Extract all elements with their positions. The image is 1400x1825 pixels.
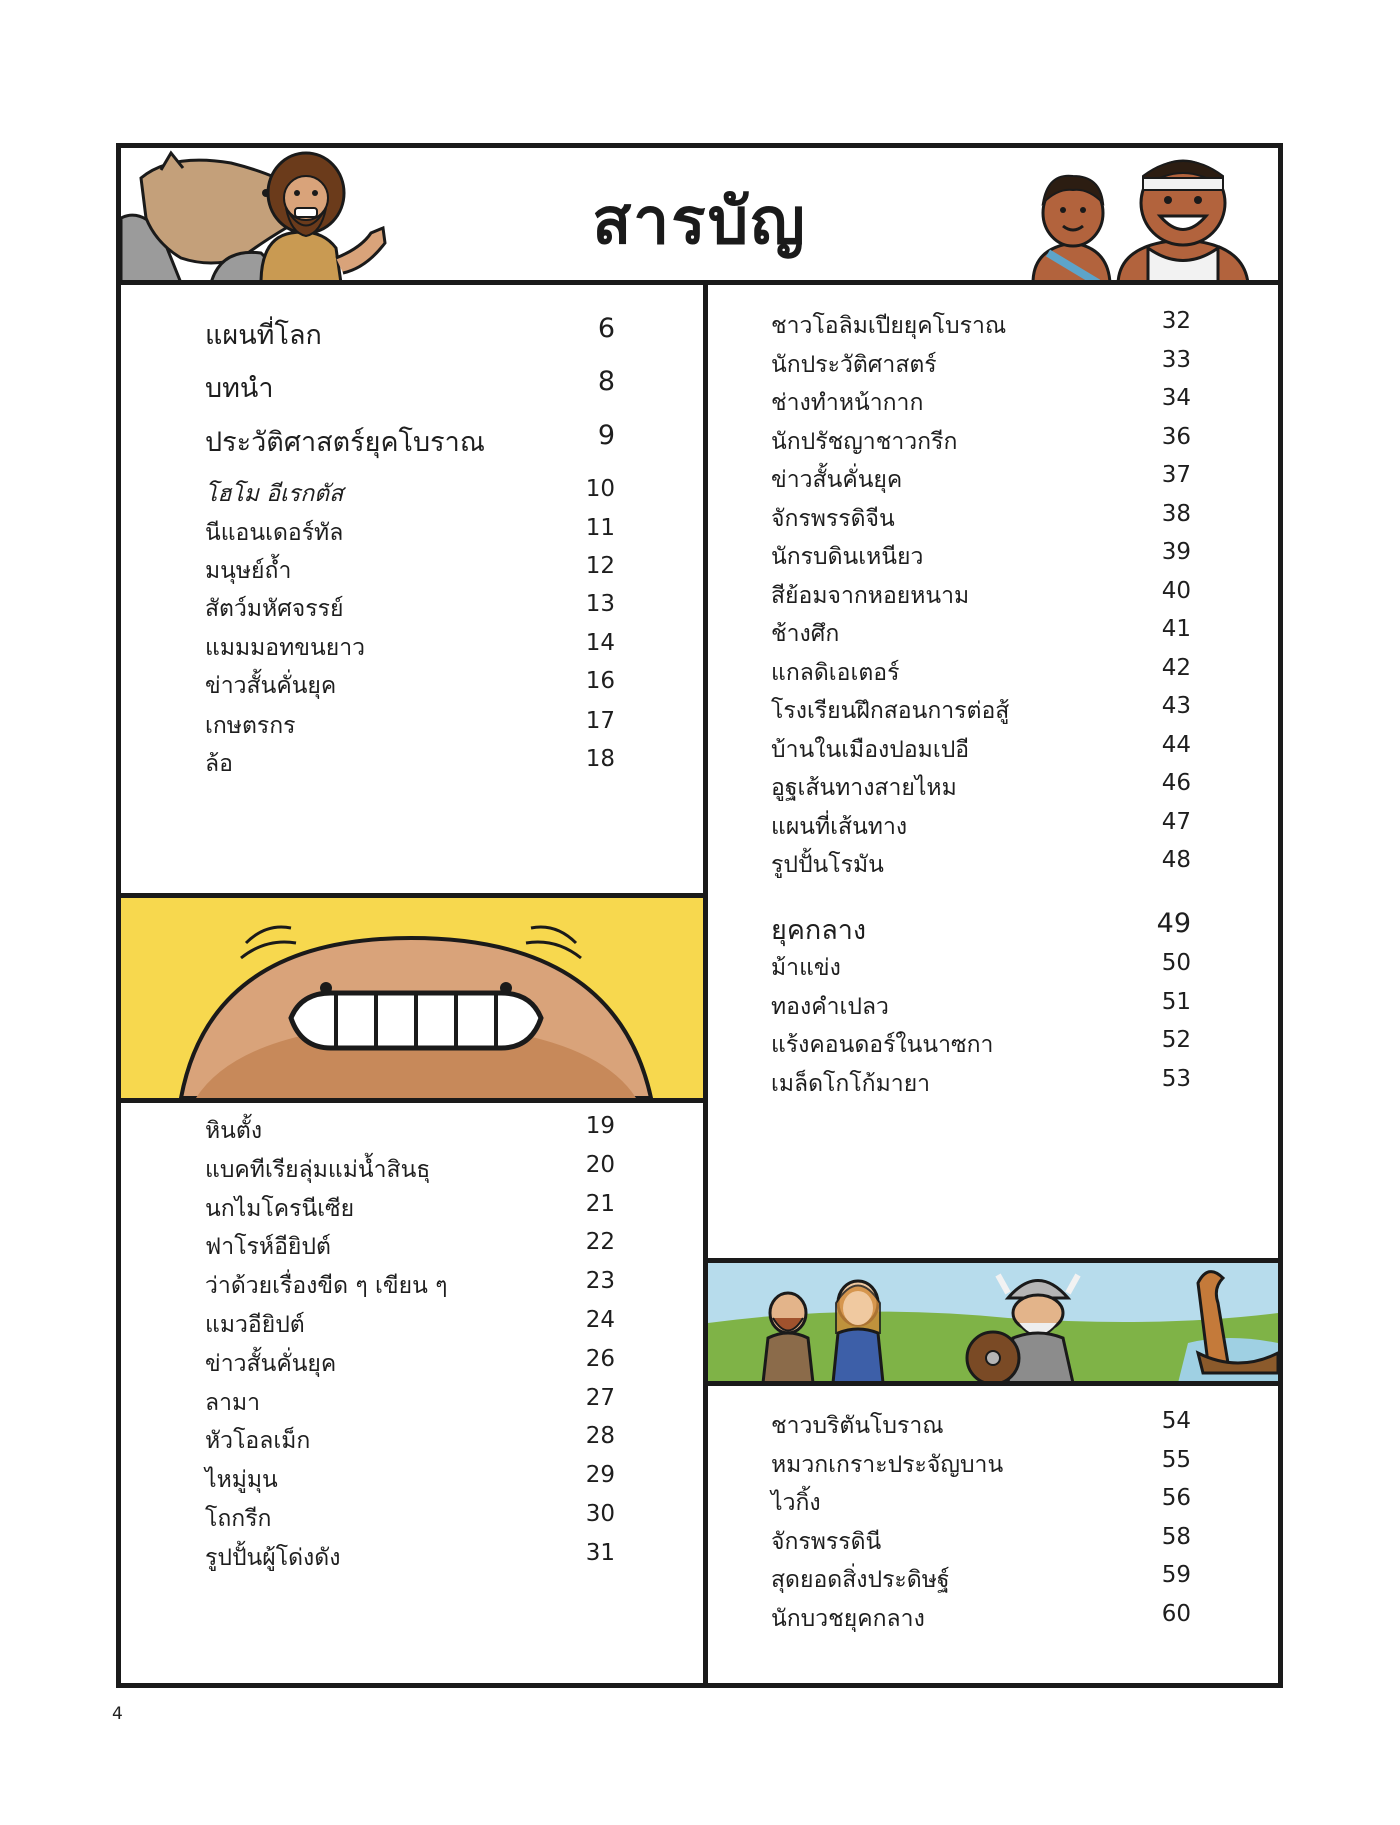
toc-entry-title: แมมมอทขนยาว — [205, 635, 366, 661]
toc-entry-page: 34 — [1161, 385, 1191, 411]
toc-entry-title: ข่าวสั้นคั่นยุค — [771, 467, 903, 493]
toc-entry-page: 31 — [585, 1539, 615, 1566]
toc-right-bottom — [771, 1408, 1191, 1678]
toc-entry-title: สุดยอดสิ่งประดิษฐ์ — [771, 1567, 950, 1594]
toc-entry-page: 52 — [1161, 1027, 1191, 1053]
toc-entry-title: ลามา — [205, 1389, 261, 1416]
toc-entry-page: 36 — [1161, 423, 1191, 450]
toc-entry-page: 60 — [1161, 1601, 1191, 1627]
toc-entry-title: นักรบดินเหนียว — [771, 544, 924, 570]
toc-entry-page: 37 — [1161, 462, 1191, 488]
toc-entry-title: นักประวัติศาสตร์ — [771, 351, 937, 378]
toc-entry-page: 22 — [585, 1229, 615, 1256]
toc-entry-title: นีแอนเดอร์ทัล — [205, 520, 344, 546]
toc-entry-page: 56 — [1161, 1485, 1191, 1512]
toc-entry-page: 24 — [585, 1307, 615, 1333]
toc-entry-title: ช่างทำหน้ากาก — [771, 390, 924, 416]
toc-entry-page: 47 — [1161, 808, 1191, 835]
toc-entry-title: อูฐเส้นทางสายไหม — [771, 775, 957, 801]
header-banner — [121, 148, 1278, 285]
toc-entry-title: ไวกิ้ง — [771, 1490, 821, 1517]
toc-entry-title: ทองคำเปลว — [771, 993, 889, 1020]
toc-entry-page: 58 — [1161, 1523, 1191, 1550]
toc-entry-title: โฮโม อีเรกตัส — [205, 481, 344, 507]
toc-entry-page: 17 — [585, 708, 615, 734]
toc-entry-page: 6 — [597, 313, 615, 344]
toc-entry-title: ม้าแข่ง — [771, 955, 841, 981]
toc-entry-title: ข่าวสั้นคั่นยุค — [205, 1350, 337, 1377]
toc-entry-title: แร้งคอนดอร์ในนาซกา — [771, 1032, 994, 1058]
toc-entry-title: ไหมู่มุน — [205, 1467, 278, 1494]
face-drawing — [121, 898, 703, 1098]
toc-entry-title: รูปปั้นผู้โด่งดัง — [205, 1544, 341, 1571]
toc-entry-title: นกไมโครนีเซีย — [205, 1195, 355, 1222]
toc-entry-page: 28 — [585, 1423, 615, 1450]
toc-entry-page: 53 — [1161, 1065, 1191, 1092]
toc-entry-page: 48 — [1161, 847, 1191, 873]
toc-entry-page: 51 — [1161, 988, 1191, 1015]
toc-entry-page: 13 — [585, 591, 615, 617]
toc-entry-page: 11 — [585, 515, 615, 541]
toc-entry-title: สีย้อมจากหอยหนาม — [771, 582, 970, 609]
toc-entry-page: 39 — [1161, 539, 1191, 565]
toc-entry-page: 38 — [1161, 500, 1191, 527]
toc-entry-page: 27 — [585, 1384, 615, 1411]
toc-entry-title: หัวโอลเม็ก — [205, 1428, 311, 1455]
toc-entry-title: แบคทีเรียลุ่มแม่น้ำสินธุ — [205, 1156, 431, 1183]
toc-entry-page: 46 — [1161, 770, 1191, 796]
toc-entry-page: 30 — [585, 1501, 615, 1527]
toc-entry-title: นักบวชยุคกลาง — [771, 1606, 925, 1632]
toc-entry-title: รูปปั้นโรมัน — [771, 852, 884, 878]
toc-entry-page: 40 — [1161, 577, 1191, 604]
smiling-face-illustration — [121, 893, 703, 1103]
toc-entry-page: 12 — [585, 553, 615, 579]
toc-entry-page: 14 — [585, 630, 615, 656]
toc-entry-page: 19 — [585, 1113, 615, 1139]
toc-entry-page: 8 — [597, 366, 615, 397]
toc-entry-page: 33 — [1161, 346, 1191, 373]
toc-entry-page: 42 — [1161, 654, 1191, 681]
toc-entry-page: 20 — [585, 1151, 615, 1178]
toc-entry-page: 59 — [1161, 1562, 1191, 1589]
toc-entry-title: บ้านในเมืองปอมเปอี — [771, 736, 970, 763]
toc-entry-page: 55 — [1161, 1446, 1191, 1473]
toc-entry-title: ข่าวสั้นคั่นยุค — [205, 673, 337, 699]
toc-entry-title: หินตั้ง — [205, 1118, 263, 1144]
toc-entry-page: 50 — [1161, 950, 1191, 976]
toc-entry-page: 29 — [585, 1462, 615, 1489]
toc-entry-title: โถกรีก — [205, 1506, 272, 1532]
toc-entry-title: บทนำ — [205, 373, 274, 404]
toc-entry-title: ยุคกลาง — [771, 915, 867, 946]
toc-entry-title: ชาวโอลิมเปียยุคโบราณ — [771, 313, 1007, 339]
toc-entry-title: จักรพรรดินี — [771, 1528, 882, 1555]
toc-entry-page: 32 — [1161, 308, 1191, 334]
page-number: 4 — [112, 1704, 123, 1724]
toc-entry-title: จักรพรรดิจีน — [771, 505, 895, 532]
toc-entry-title: แกลดิเอเตอร์ — [771, 659, 900, 686]
toc-entry-title: ว่าด้วยเรื่องขีด ๆ เขียน ๆ — [205, 1273, 448, 1300]
toc-entry-title: แผนที่โลก — [205, 320, 322, 351]
toc-entry-page: 21 — [585, 1190, 615, 1217]
toc-entry-title: มนุษย์ถ้ำ — [205, 558, 292, 584]
toc-entry-page: 26 — [585, 1345, 615, 1372]
toc-entry-page: 18 — [585, 746, 615, 772]
toc-right-top — [771, 308, 1191, 1388]
toc-entry-title: เกษตรกร — [205, 713, 296, 739]
toc-entry-title: แมวอียิปต์ — [205, 1312, 305, 1338]
toc-entry-page: 9 — [597, 420, 615, 451]
toc-entry-title: ฟาโรห์อียิปต์ — [205, 1234, 331, 1261]
toc-entry-title: ล้อ — [205, 751, 233, 777]
toc-entry-title: หมวกเกราะประจัญบาน — [771, 1451, 1004, 1478]
toc-entry-page: 49 — [1156, 908, 1191, 939]
page-title: สารบัญ — [592, 185, 807, 259]
toc-entry-title: นักปรัชญาชาวกรีก — [771, 428, 958, 455]
toc-entry-page: 16 — [585, 668, 615, 694]
toc-entry-page: 41 — [1161, 616, 1191, 642]
toc-entry-page: 44 — [1161, 731, 1191, 758]
toc-entry-page: 10 — [585, 476, 615, 502]
children-illustration — [1018, 148, 1278, 283]
toc-entry-title: ช้างศึก — [771, 621, 840, 647]
toc-left-bottom — [205, 1113, 615, 1673]
toc-entry-page: 54 — [1161, 1408, 1191, 1434]
contents-frame — [116, 143, 1283, 1688]
column-divider — [703, 285, 708, 1683]
toc-entry-page: 23 — [585, 1268, 615, 1295]
toc-entry-title: เมล็ดโกโก้มายา — [771, 1070, 931, 1097]
toc-entry-title: แผนที่เส้นทาง — [771, 813, 908, 840]
toc-entry-title: โรงเรียนฝึกสอนการต่อสู้ — [771, 698, 1010, 724]
toc-entry-title: ชาวบริตันโบราณ — [771, 1413, 944, 1439]
viking-scene-illustration — [708, 1258, 1278, 1386]
toc-entry-page: 43 — [1161, 693, 1191, 719]
viking-drawing — [708, 1263, 1278, 1383]
toc-entry-title: ประวัติศาสตร์ยุคโบราณ — [205, 427, 485, 458]
toc-entry-title: สัตว์มหัศจรรย์ — [205, 596, 344, 622]
